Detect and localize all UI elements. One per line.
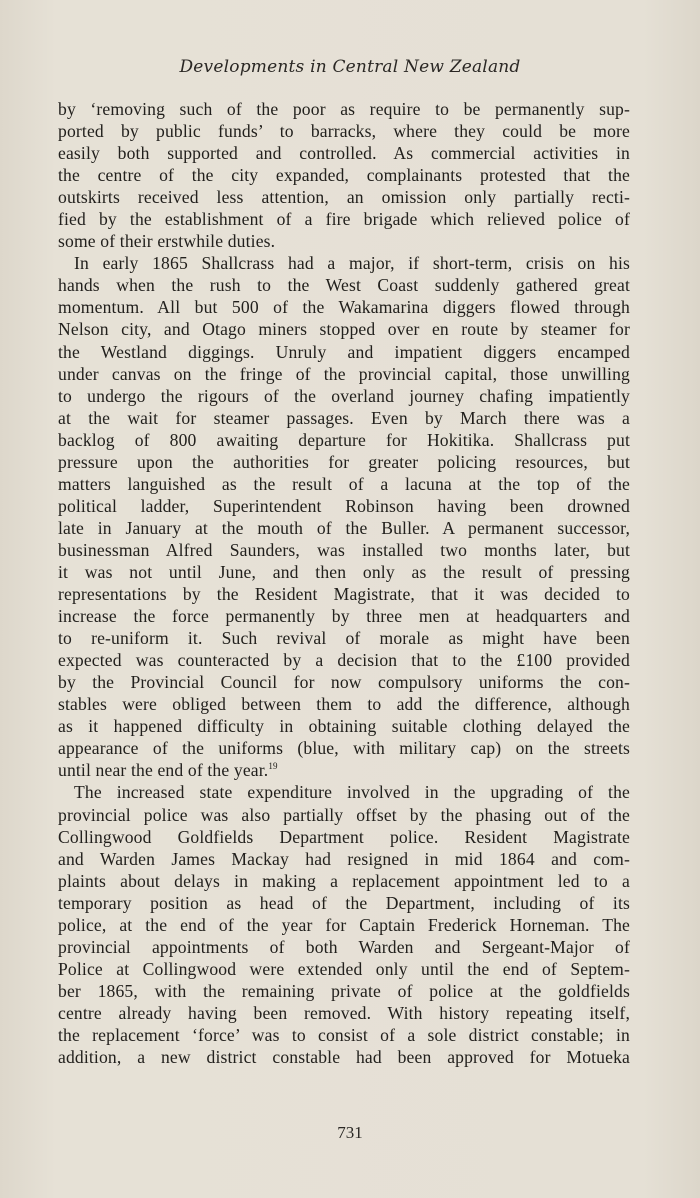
text-line: appearance of the uniforms (blue, with military cap) on the streets: [58, 738, 630, 759]
text-line: easily both supported and controlled. As commercial activities in: [58, 143, 630, 164]
text-line: to re-uniform it. Such revival of morale as might have been: [58, 628, 630, 649]
text-line: as it happened difficulty in obtaining suitable clothing delayed the: [58, 716, 630, 737]
text-line: ber 1865, with the remaining private of police at the goldfields: [58, 980, 630, 1001]
text-line: provincial appointments of both Warden and Sergeant-Major of: [58, 936, 630, 957]
text-line: matters languished as the result of a lacuna at the top of the: [58, 473, 630, 494]
text-line: by ‘removing such of the poor as require to be permanently sup-: [58, 99, 630, 119]
text-line: the Westland diggings. Unruly and impatient diggers encamped: [58, 341, 630, 362]
text-line: fied by the establishment of a fire brigade which relieved police of: [58, 209, 630, 230]
text-line: centre already having been removed. With history repeating itself,: [58, 1002, 630, 1023]
body-text: [58, 98, 630, 1068]
text-line: momentum. All but 500 of the Wakamarina diggers flowed through: [58, 297, 630, 318]
text-line: until near the end of the year.$^{19}$: [58, 760, 278, 781]
text-line: addition, a new district constable had been approved for Motueka: [58, 1047, 630, 1068]
text-line: temporary position as head of the Department, including of its: [58, 892, 630, 913]
text-line: some of their erstwhile duties.: [58, 231, 276, 252]
text-line: provincial police was also partially offset by the phasing out of the: [58, 804, 630, 825]
paragraph: [58, 98, 630, 252]
paragraph: [58, 781, 630, 1068]
text-line: backlog of 800 awaiting departure for Hokitika. Shallcrass put: [58, 429, 630, 450]
text-line: Nelson city, and Otago miners stopped over en route by steamer for: [58, 319, 630, 340]
text-line: it was not until June, and then only as the result of pressing: [58, 561, 630, 582]
running-head: Developments in Central New Zealand: [179, 57, 521, 77]
text-line: increase the force permanently by three men at headquarters and: [58, 606, 630, 627]
text-line: pressure upon the authorities for greater policing resources, but: [58, 451, 630, 472]
text-line: representations by the Resident Magistrate, that it was decided to: [58, 584, 630, 605]
text-line: Police at Collingwood were extended only until the end of Septem-: [58, 958, 630, 979]
text-line: businessman Alfred Saunders, was installed two months later, but: [58, 539, 630, 560]
text-line: political ladder, Superintendent Robinson having been drowned: [58, 495, 630, 516]
text-line: police, at the end of the year for Captain Frederick Horneman. The: [58, 914, 630, 935]
text-line: ported by public funds’ to barracks, where they could be more: [58, 121, 630, 142]
text-line: to undergo the rigours of the overland journey chafing impatiently: [58, 385, 630, 406]
text-line: In early 1865 Shallcrass had a major, if short-term, crisis on his: [74, 253, 630, 274]
text-line: The increased state expenditure involved in the upgrading of the: [74, 782, 630, 803]
text-line: plaints about delays in making a replacement appointment led to a: [58, 870, 630, 891]
text-line: under canvas on the fringe of the provincial capital, those unwilling: [58, 363, 630, 384]
text-line: outskirts received less attention, an omission only partially recti-: [58, 187, 630, 208]
footnote-marker: 19: [268, 761, 278, 772]
text-line: hands when the rush to the West Coast suddenly gathered great: [58, 275, 630, 296]
text-line: by the Provincial Council for now compulsory uniforms the con-: [58, 672, 630, 693]
text-line: at the wait for steamer passages. Even by March there was a: [58, 407, 630, 428]
text-line: stables were obliged between them to add the difference, although: [58, 694, 630, 715]
text-line: and Warden James Mackay had resigned in mid 1864 and com-: [58, 848, 630, 869]
text-line: expected was counteracted by a decision that to the £100 provided: [58, 650, 630, 671]
text-line: the replacement ‘force’ was to consist of a sole district constable; in: [58, 1024, 630, 1045]
text-line: the centre of the city expanded, complainants protested that the: [58, 165, 630, 186]
paragraph: [58, 252, 630, 781]
text-line: late in January at the mouth of the Buller. A permanent successor,: [58, 517, 630, 538]
page-number: 731: [337, 1123, 363, 1142]
text-line: Collingwood Goldfields Department police. Resident Magistrate: [58, 826, 630, 847]
